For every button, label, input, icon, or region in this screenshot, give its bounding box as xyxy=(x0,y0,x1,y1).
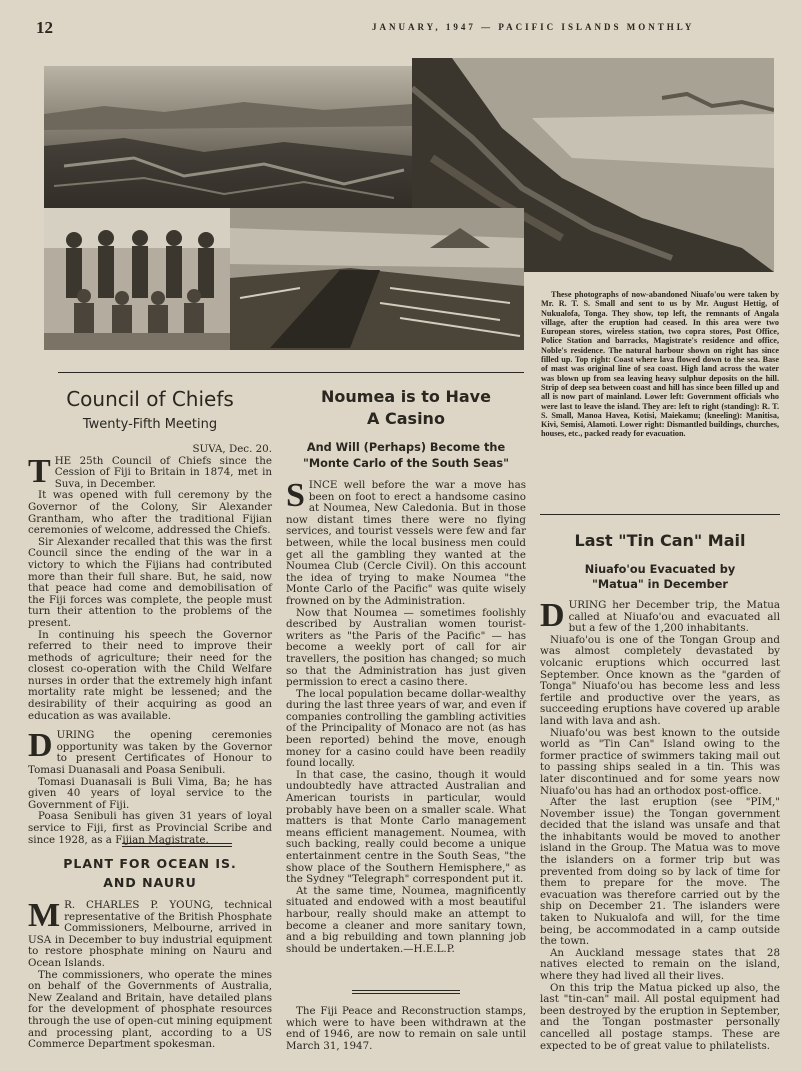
divider xyxy=(58,372,524,373)
noumea-title: Noumea is to Have A Casino xyxy=(321,387,491,428)
council-certificates-paragraph xyxy=(28,727,272,777)
council-paragraph: In continuing his speech the Governor referred to their need to improve their methods of agriculture; their need for the closest co-operation with the Child Welfare nurses in order that the extremely high infant mortality rate might be lessened; and the desirability of their acquiring as good an education as was available. xyxy=(28,628,272,722)
photo-caption: These photographs of now-abandoned Niuafo'ou were taken by Mr. R. T. S. Small and sent to us by Mr. August Hettig, of Nukualofa, Tonga. They show, top left, the remnants of Angala village, after the eruption had ceased. In this area were two European stores, wireless station, two copra stores, Post Office, Police Station and barracks, Magistrate's residence and office, Noble's residence. The natural harbour shown on right has since filled up. Top right: Coast where lava flowed down to the sea. Base of mast was original line of sea coast. High land across the water was blown up from sea leaving heavy sulphur deposits on the hill. Strip of deep sea between coast and hill has since been filled up and all is now part of mainland. Lower left: Government officials who were last to leave the island. They are: left to right (standing): R. T. S. Small, Manoa Havea, Kotisi, Maiekamu; (kneeling): Manitisa, Kivi, Semisi, Alamoti. Lower right: Dismantled buildings, churches, houses, etc., packed ready for evacuation. xyxy=(541,290,779,439)
noumea-subtitle: And Will (Perhaps) Become the "Monte Carlo of the South Seas" xyxy=(303,441,509,470)
divider xyxy=(540,514,780,515)
stamps-paragraph: The Fiji Peace and Reconstruction stamps, which were to have been withdrawn at the end of 1946, are now to remain on sale until March 31, 1947. xyxy=(286,1005,526,1052)
divider xyxy=(122,843,232,844)
noumea-lead-paragraph xyxy=(286,477,526,608)
paragraph-text: URING the opening ceremonies opportunity was taken by the Governor to present Certificates of Honour to Tomasi Duanasali and Poasa Senibuli. xyxy=(28,729,272,777)
article-noumea-casino xyxy=(286,386,526,955)
divider xyxy=(352,993,460,994)
council-paragraph: Tomasi Duanasali is Buli Vima, Ba; he has given 40 years of loyal service to the Government of Fiji. xyxy=(28,775,272,811)
drop-cap: D xyxy=(540,597,565,634)
noumea-paragraph: The local population became dollar-wealthy during the last three years of war, and even if companies controlling the gambling activities of the Principality of Monaco are not (as has been reported) behind the move, enough money for a casino could have been readily found locally. xyxy=(286,687,526,770)
noumea-paragraph: Now that Noumea — sometimes foolishly described by Australian women tourist-writers as "the Paris of the Pacific" — has become a weekly port of call for air travellers, the position has changed; so much so that the Administration has just given permission to erect a casino there. xyxy=(286,606,526,689)
tincan-subtitle: Niuafo'ou Evacuated by "Matua" in December xyxy=(584,563,736,591)
paragraph-text: R. CHARLES P. YOUNG, technical representative of the British Phosphate Commissioners, Melbourne, arrived in USA in December to buy industrial equipment to restore phosphate mining on Nauru and Ocean Islands. xyxy=(28,899,272,969)
photo-government-officials xyxy=(44,208,230,350)
plant-title: PLANT FOR OCEAN IS. AND NAURU xyxy=(63,856,237,890)
council-title: Council of Chiefs xyxy=(66,387,234,411)
council-paragraph: Sir Alexander recalled that this was the first Council since the ending of the war in a victory to which the Fijians had contributed more than their full share. But, he said, now that peace had come and demobilisation of the Fiji forces was complete, the people must turn their attention to the problems of the present. xyxy=(28,535,272,629)
drop-cap: D xyxy=(28,727,53,765)
tincan-paragraph: An Auckland message states that 28 natives elected to remain on the island, where they had lived all their lives. xyxy=(540,946,780,982)
tincan-lead-paragraph xyxy=(540,597,780,635)
article-plant-for-ocean-island xyxy=(28,854,272,1051)
tincan-paragraph: After the last eruption (see "PIM," November issue) the Tongan government decided that the island was unsafe and that the inhabitants would be moved to another island in the Group. The Matua was to move the islanders on a former trip but was prevented from doing so by lack of time for them to prepare for the move. The evacuation was therefore carried out by the ship on December 21. The islanders were taken to Nukualofa and will, for the time being, be accommodated in a camp outside the town. xyxy=(540,796,780,948)
running-head: JANUARY, 1947 — PACIFIC ISLANDS MONTHLY xyxy=(372,22,695,32)
council-lead-paragraph xyxy=(28,452,272,491)
council-subtitle: Twenty-Fifth Meeting xyxy=(82,417,218,432)
noumea-paragraph: At the same time, Noumea, magnificently situated and endowed with a most beautiful harbour, really should make an attempt to become a cleaner and more sanitary town, and a big rebuilding and town planning job should be undertaken.—H.E.L.P. xyxy=(286,884,526,955)
plant-paragraph: The commissioners, who operate the mines on behalf of the Governments of Australia, New Zealand and Britain, have detailed plans for the development of phosphate resources through the use of open-cut mining equipment and processing plant, according to a US Commerce Department spokesman. xyxy=(28,968,272,1051)
council-dateline: SUVA, Dec. 20. xyxy=(192,443,272,455)
paragraph-text: URING her December trip, the Matua called at Niuafo'ou and evacuated all but a few of the 1,200 inhabitants. xyxy=(568,599,780,635)
paragraph-text: INCE well before the war a move has been on foot to erect a handsome casino at Noumea, New Caledonia. But in those now distant times there were no flying services, and tourist vessels were few and far between, while the local business men could get all the gambling they wanted at the Noumea Club (Cercle Civil). On this account the idea of trying to make Noumea "the Monte Carlo of the Pacific" was quite wisely frowned on by the Administration. xyxy=(286,479,526,607)
plant-lead-paragraph xyxy=(28,897,272,970)
drop-cap: S xyxy=(286,477,305,514)
divider xyxy=(352,990,460,991)
drop-cap: M xyxy=(28,897,61,934)
photo-angala-village-ruins xyxy=(44,66,412,208)
tincan-paragraph: Niuafo'ou is one of the Tongan Group and was almost completely devastated by volcanic eruptions which occurred last September. Once known as the "garden of Tonga" Niuafo'ou has become less and less fertile and productive over the years, as succeeding eruptions have covered up arable land with lava and ash. xyxy=(540,633,780,727)
article-tin-can-mail xyxy=(540,524,780,1052)
article-council-of-chiefs xyxy=(28,386,272,846)
tincan-paragraph: Niuafo'ou was best known to the outside world as "Tin Can" Island owing to the former practice of swimmers taking mail out to passing ships sealed in a tin. This was later discontinued and for some years now Niuafo'ou has had an orthodox post-office. xyxy=(540,726,780,797)
article-fiji-stamps xyxy=(286,1006,526,1052)
council-paragraph: Poasa Senibuli has given 31 years of loyal service to Fiji, first as Provincial Scribe and since 1928, as a Fijian Magistrate. xyxy=(28,810,272,846)
page-number: 12 xyxy=(36,18,53,37)
paragraph-text: HE 25th Council of Chiefs since the Cession of Fiji to Britain in 1874, met in Suva, in December. xyxy=(54,454,272,490)
drop-cap: T xyxy=(28,452,51,490)
noumea-paragraph: In that case, the casino, though it would undoubtedly have attracted Australian and American tourists in particular, would probably have been on a smaller scale. What matters is that Monte Carlo management means efficient management. Noumea, with such backing, really could become a unique entertainment centre in the South Seas, "the show place of the Southern Hemisphere," as the Sydney "Telegraph" correspondent put it. xyxy=(286,768,526,886)
council-paragraph: It was opened with full ceremony by the Governor of the Colony, Sir Alexander Grantham, who after the traditional Fijian ceremonies of welcome, addressed the Chiefs. xyxy=(28,489,272,537)
tincan-paragraph: On this trip the Matua picked up also, the last "tin-can" mail. All postal equipment had been destroyed by the eruption in September, and the Tongan postmaster personally cancelled all postage stamps. These are expected to be of great value to philatelists. xyxy=(540,981,780,1052)
tincan-title: Last "Tin Can" Mail xyxy=(574,531,746,550)
divider xyxy=(122,846,232,847)
photo-dismantled-buildings xyxy=(230,208,524,350)
